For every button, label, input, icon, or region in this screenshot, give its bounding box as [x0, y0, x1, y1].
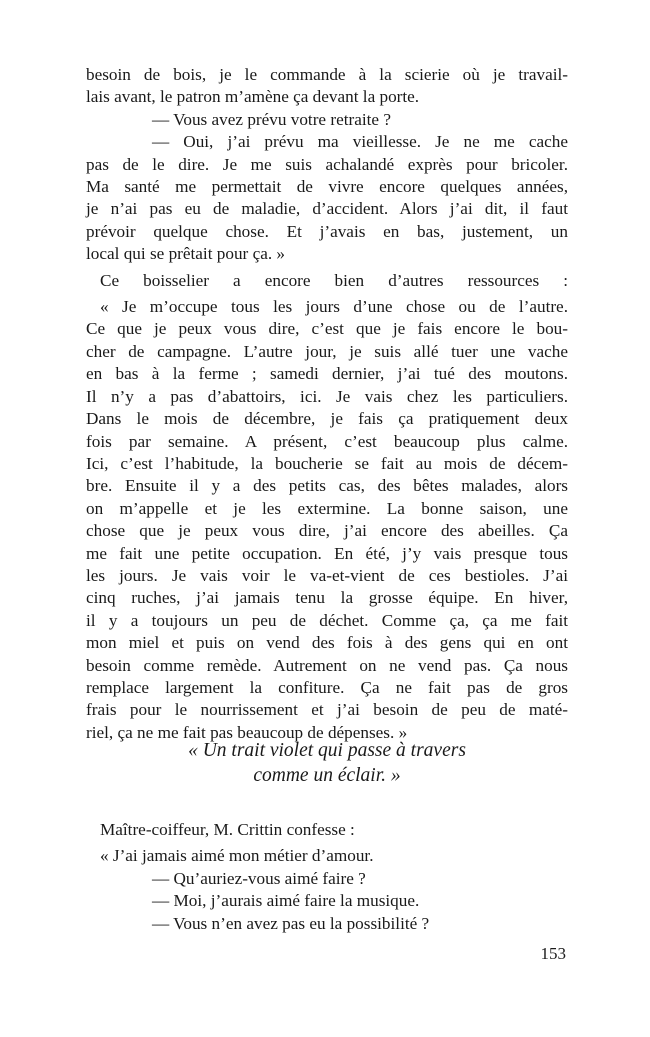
text-line: — Vous avez prévu votre retraite ? [152, 109, 391, 129]
text-line: Maître-coiffeur, M. Crittin confesse : [100, 820, 355, 839]
text-line: on m’appelle et je les extermine. La bonne saison, une [86, 498, 568, 518]
text-line: prévoir quelque chose. Et j’avais en bas, justement, un [86, 221, 568, 241]
text-line: « J’ai jamais aimé mon métier d’amour. [100, 846, 374, 866]
text-line: frais pour le nourrissement et j’ai besoin de peu de maté- [86, 700, 568, 720]
text-line: Ce boisselier a encore bien d’autres ressources : [100, 270, 568, 290]
text-line: cinq ruches, j’ai jamais tenu la grosse équipe. En hiver, [86, 588, 568, 608]
text-line: bre. Ensuite il y a des petits cas, des bêtes malades, alors [86, 476, 568, 496]
text-line: local qui se prêtait pour ça. » [86, 244, 286, 264]
text-line: — Qu’auriez-vous aimé faire ? [152, 868, 366, 888]
paragraph-retirement [86, 64, 568, 266]
text-line: fois par semaine. A présent, c’est beaucoup plus calme. [86, 431, 568, 451]
text-line: me fait une petite occupation. En été, j’y vais presque tous [86, 543, 568, 563]
page-number: 153 [540, 944, 566, 963]
text-line: mon miel et puis on vend des fois à des gens qui en ont [86, 633, 568, 653]
section-heading-line-1: « Un trait violet qui passe à travers [188, 740, 466, 761]
text-line: Ici, c’est l’habitude, la boucherie se fait au mois de décem- [86, 453, 568, 473]
text-line: je n’ai pas eu de maladie, d’accident. Alors j’ai dit, il faut [86, 199, 568, 219]
text-line: pas de le dire. Je me suis achalandé exprès pour bricoler. [86, 154, 568, 174]
text-line: en bas à la ferme ; samedi dernier, j’ai tué des moutons. [86, 364, 568, 384]
text-line: — Vous n’en avez pas eu la possibilité ? [152, 913, 430, 933]
paragraph-dialogue [86, 845, 568, 935]
text-line: remplace largement la confiture. Ça ne fait pas de gros [86, 677, 568, 697]
section-heading [86, 738, 568, 788]
text-line: Il n’y a pas d’abattoirs, ici. Je vais chez les particuliers. [86, 386, 568, 406]
text-line: Ce que je peux vous dire, c’est que je fais encore le bou- [86, 319, 568, 339]
paragraph-intro-boisselier [86, 270, 568, 292]
text-line: les jours. Je vais voir le va-et-vient de ces bestioles. J’ai [86, 565, 568, 585]
text-line: « Je m’occupe tous les jours d’une chose ou de l’autre. [100, 297, 568, 317]
text-line: il y a toujours un peu de déchet. Comme ça, ça me fait [86, 610, 568, 630]
hairdresser-section [86, 819, 568, 935]
main-text [86, 64, 568, 744]
section-heading-line-2: comme un éclair. » [253, 765, 401, 786]
text-line: lais avant, le patron m’amène ça devant la porte. [86, 87, 420, 107]
text-line: chose que je peux vous dire, j’ai encore des abeilles. Ça [86, 521, 568, 541]
text-line: besoin de bois, je le commande à la scierie où je travail- [86, 65, 568, 84]
text-line: Dans le mois de décembre, je fais ça pratiquement deux [86, 409, 568, 429]
text-line: besoin comme remède. Autrement on ne vend pas. Ça nous [86, 655, 568, 675]
text-line: cher de campagne. L’autre jour, je suis allé tuer une vache [86, 341, 568, 361]
text-line: Ma santé me permettait de vivre encore quelques années, [86, 177, 568, 197]
paragraph-hairdresser-intro [86, 819, 568, 841]
paragraph-occupations [86, 296, 568, 744]
text-line: — Moi, j’aurais aimé faire la musique. [152, 891, 420, 911]
text-line: — Oui, j’ai prévu ma vieillesse. Je ne me cache [152, 132, 568, 152]
text-line: riel, ça ne me fait pas beaucoup de dépenses. » [86, 722, 408, 742]
